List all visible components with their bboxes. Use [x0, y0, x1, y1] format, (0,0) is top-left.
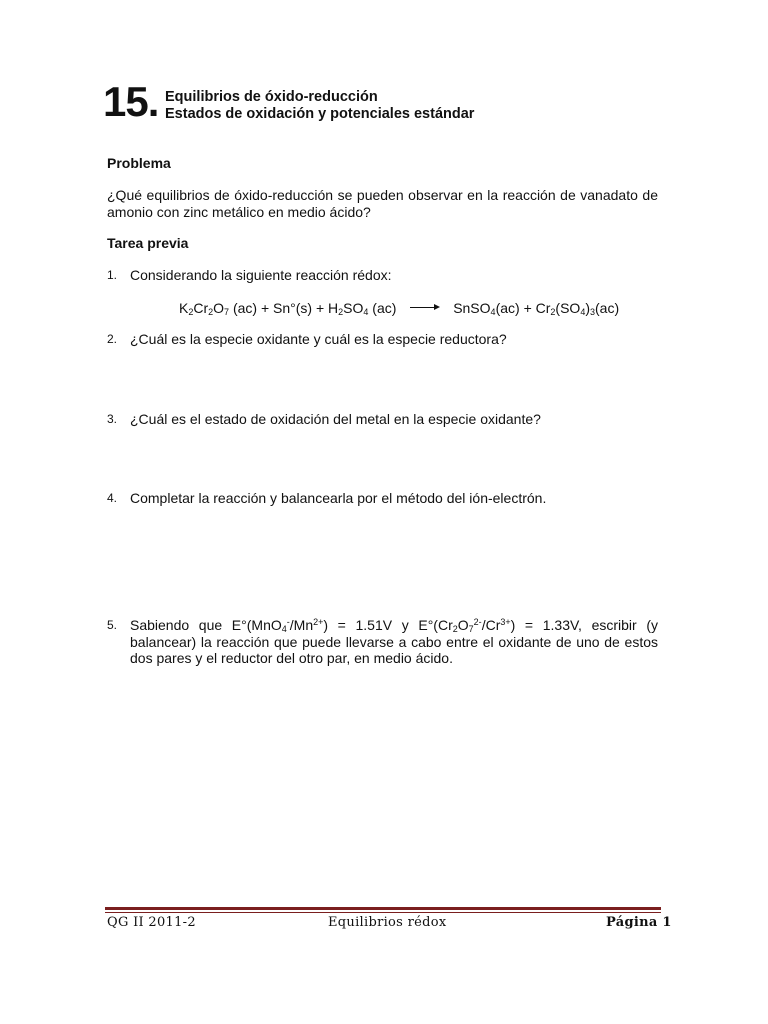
- footer-rule: [105, 907, 661, 910]
- tarea-heading: Tarea previa: [107, 235, 189, 251]
- item-number: 2.: [107, 332, 118, 346]
- item-text: Sabiendo que $E^\circ(MnO_4^-/Mn^{2+}) = 1.51V$ y $E^\circ(Cr_2O_7^{2-}/Cr^{3+}) = 1.33V$, escribir (y balancear) la reacción que puede llevarse a cabo entre el oxidante de uno de estos dos pares y el reductor del otro par, en medio ácido.: [130, 617, 658, 666]
- item-text: ¿Cuál es el estado de oxidación del metal en la especie oxidante?: [130, 411, 541, 427]
- problema-text: ¿Qué equilibrios de óxido-reducción se pueden observar en la reacción de vanadato de amonio con zinc metálico en medio ácido?: [107, 187, 658, 220]
- chapter-title: [165, 89, 474, 123]
- item-text: Completar la reacción y balancearla por el método del ión-electrón.: [130, 490, 547, 506]
- reaction-arrow-icon: [410, 302, 440, 312]
- item-text: Considerando la siguiente reacción rédox:: [130, 267, 392, 283]
- footer-course: QG II 2011-2: [107, 915, 196, 930]
- redox-reaction: $K_2Cr_2O_7$ $(ac) + Sn^\circ(s) + H_2SO_4$ (ac) SnSO$_4$(ac) + $Cr_2(SO_4)_3(ac)$: [179, 300, 620, 317]
- title-line-2: Estados de oxidación y potenciales estándar: [165, 106, 475, 122]
- item-number: 4.: [107, 491, 118, 505]
- footer-page-number: Página 1: [606, 915, 672, 930]
- item-number: 5.: [107, 618, 118, 632]
- title-line-1: Equilibrios de óxido-reducción: [165, 89, 378, 105]
- problema-heading: Problema: [107, 155, 171, 171]
- item-number: 1.: [107, 268, 118, 282]
- footer-title: Equilibrios rédox: [328, 915, 447, 930]
- footer-rule-thin: [105, 912, 661, 913]
- item-number: 3.: [107, 412, 118, 426]
- chapter-number: 15.: [103, 78, 159, 125]
- item-text: ¿Cuál es la especie oxidante y cuál es la especie reductora?: [130, 331, 507, 347]
